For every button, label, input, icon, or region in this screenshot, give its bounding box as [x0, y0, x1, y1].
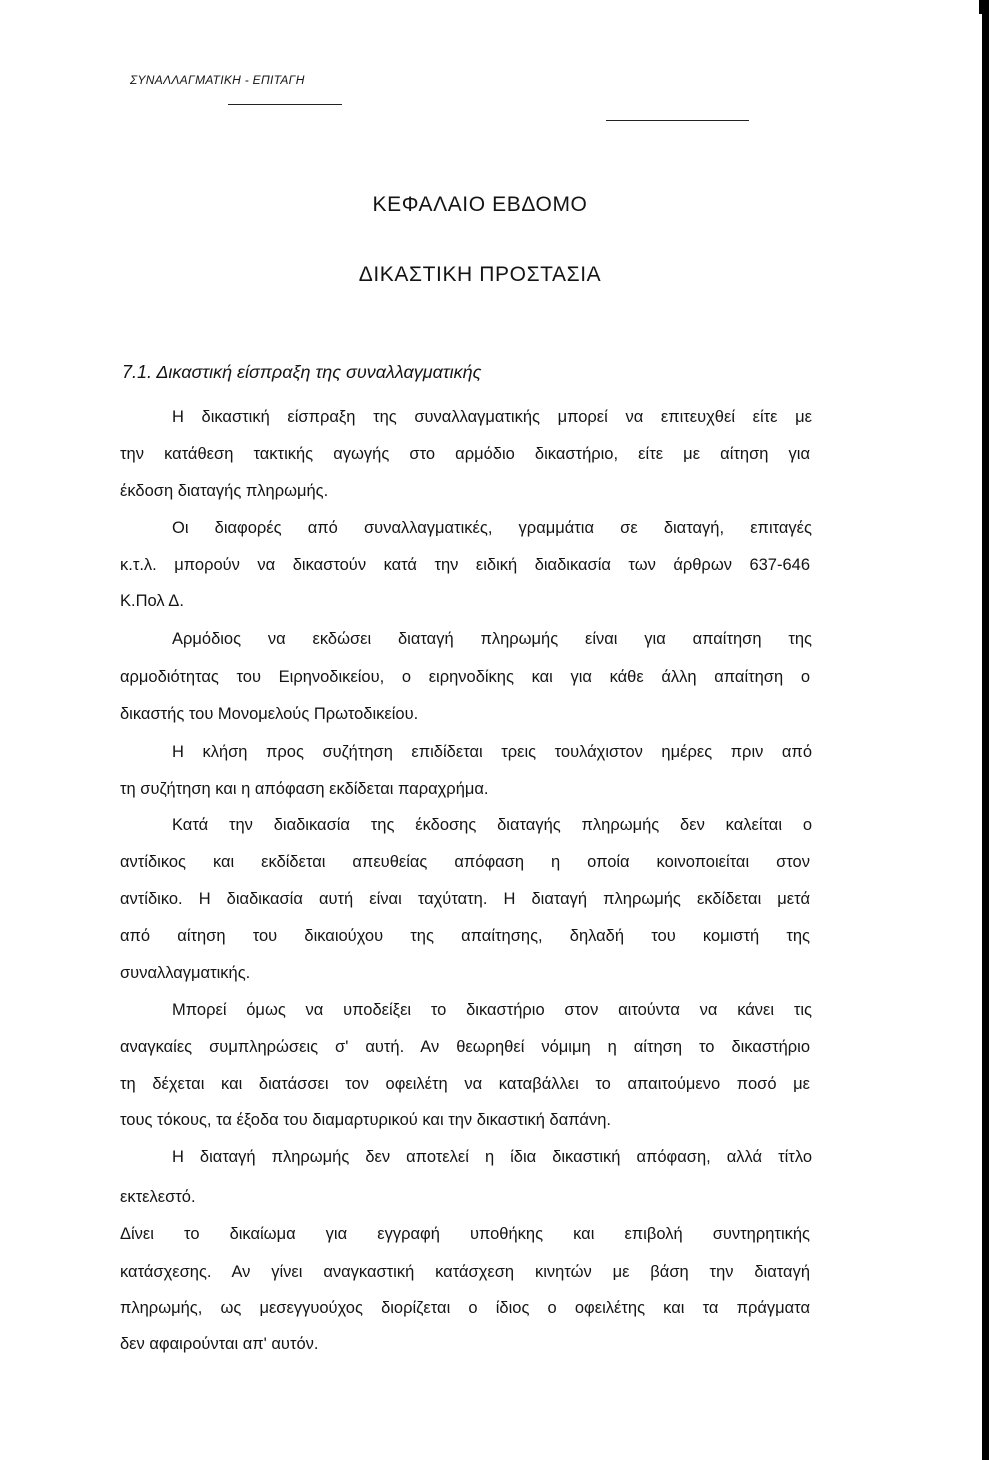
body-line: πληρωμής, ως μεσεγγυούχος διορίζεται ο ίδιος ο οφειλέτης και τα πράγματα	[120, 1299, 810, 1317]
body-line: την κατάθεση τακτικής αγωγής στο αρμόδιο δικαστήριο, είτε με αίτηση για	[120, 445, 810, 463]
running-head: ΣΥΝΑΛΛΑΓΜΑΤΙΚΗ - ΕΠΙΤΑΓΗ	[130, 73, 305, 87]
body-line: Οι διαφορές από συναλλαγματικές, γραμμάτια σε διαταγή, επιταγές	[172, 519, 812, 537]
header-rule-left	[228, 104, 342, 105]
body-line: Η δικαστική είσπραξη της συναλλαγματικής μπορεί να επιτευχθεί είτε με	[172, 408, 812, 426]
body-line: αντίδικος και εκδίδεται απευθείας απόφαση η οποία κοινοποιείται στον	[120, 853, 810, 871]
body-line: εκτελεστό.	[120, 1188, 196, 1206]
body-line: κ.τ.λ. μπορούν να δικαστούν κατά την ειδική διαδικασία των άρθρων 637-646	[120, 556, 810, 574]
scan-edge-bar	[982, 0, 989, 1460]
body-line: Κατά την διαδικασία της έκδοσης διαταγής πληρωμής δεν καλείται ο	[172, 816, 812, 834]
body-line: κατάσχεσης. Αν γίνει αναγκαστική κατάσχεση κινητών με βάση την διαταγή	[120, 1263, 810, 1281]
chapter-subtitle: ΔΙΚΑΣΤΙΚΗ ΠΡΟΣΤΑΣΙΑ	[358, 263, 602, 286]
body-line: Κ.Πολ Δ.	[120, 592, 184, 610]
body-line: Δίνει το δικαίωμα για εγγραφή υποθήκης και επιβολή συντηρητικής	[120, 1225, 810, 1243]
body-line: αναγκαίες συμπληρώσεις σ' αυτή. Αν θεωρηθεί νόμιμη η αίτηση το δικαστήριο	[120, 1038, 810, 1056]
body-line: τη δέχεται και διατάσσει τον οφειλέτη να καταβάλλει το απαιτούμενο ποσό με	[120, 1075, 810, 1093]
body-line: δεν αφαιρούνται απ' αυτόν.	[120, 1335, 319, 1353]
body-line: Μπορεί όμως να υποδείξει το δικαστήριο στον αιτούντα να κάνει τις	[172, 1001, 812, 1019]
body-line: Η κλήση προς συζήτηση επιδίδεται τρεις τουλάχιστον ημέρες πριν από	[172, 743, 812, 761]
body-line: από αίτηση του δικαιούχου της απαίτησης, δηλαδή του κομιστή της	[120, 927, 810, 945]
body-line: δικαστής του Μονομελούς Πρωτοδικείου.	[120, 705, 419, 723]
body-line: Η διαταγή πληρωμής δεν αποτελεί η ίδια δικαστική απόφαση, αλλά τίτλο	[172, 1148, 812, 1166]
body-line: τη συζήτηση και η απόφαση εκδίδεται παραχρήμα.	[120, 780, 489, 798]
body-line: τους τόκους, τα έξοδα του διαμαρτυρικού και την δικαστική δαπάνη.	[120, 1111, 611, 1129]
body-line: αρμοδιότητας του Ειρηνοδικείου, ο ειρηνοδίκης και για κάθε άλλη απαίτηση ο	[120, 668, 810, 686]
body-line: αντίδικο. Η διαδικασία αυτή είναι ταχύτατη. Η διαταγή πληρωμής εκδίδεται μετά	[120, 890, 810, 908]
section-heading: 7.1. Δικαστική είσπραξη της συναλλαγματικής	[122, 362, 482, 382]
body-line: έκδοση διαταγής πληρωμής.	[120, 482, 329, 500]
chapter-title: ΚΕΦΑΛΑΙΟ ΕΒΔΟΜΟ	[372, 193, 588, 216]
body-line: Αρμόδιος να εκδώσει διαταγή πληρωμής είναι για απαίτηση της	[172, 630, 812, 648]
scan-edge-notch	[979, 0, 982, 14]
body-line: συναλλαγματικής.	[120, 964, 251, 982]
header-rule-right	[606, 120, 749, 121]
